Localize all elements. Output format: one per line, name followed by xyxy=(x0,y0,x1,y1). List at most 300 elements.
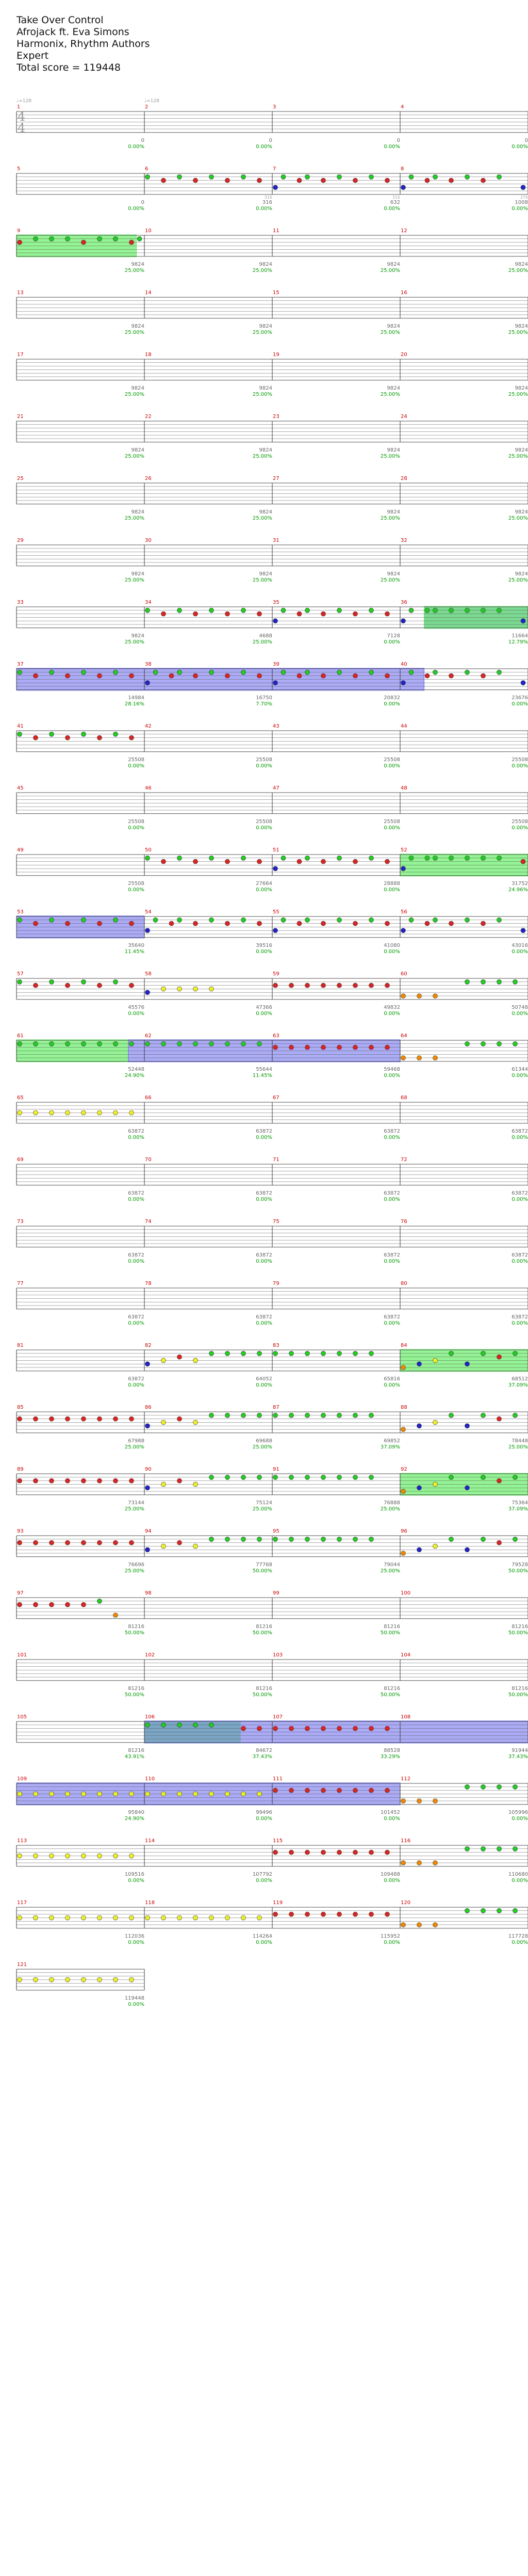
blue-note xyxy=(145,1548,150,1552)
bar-number: 64 xyxy=(401,1033,407,1039)
red-note xyxy=(50,1602,54,1607)
bar-score: 76888 xyxy=(384,1500,400,1506)
red-note xyxy=(385,1045,390,1050)
bar-number: 8 xyxy=(401,166,404,172)
green-note xyxy=(97,236,102,241)
bar-number: 54 xyxy=(145,909,152,915)
blue-note xyxy=(465,1486,470,1490)
bar-number: 37 xyxy=(17,662,24,667)
bar-percent: 25.00% xyxy=(508,453,528,459)
green-note xyxy=(241,608,246,613)
bar-percent: 25.00% xyxy=(252,1444,272,1450)
green-note xyxy=(465,174,470,179)
bar-score: 0 xyxy=(269,137,272,143)
bar-percent: 0.00% xyxy=(384,639,400,645)
red-note xyxy=(481,178,486,183)
bar-number: 11 xyxy=(273,228,279,234)
red-note xyxy=(50,1416,54,1421)
bar-score: 632 xyxy=(390,199,400,205)
bar-score: 63872 xyxy=(512,1190,528,1196)
green-note xyxy=(369,174,374,179)
blue-note xyxy=(465,1548,470,1552)
bar-score: 63872 xyxy=(512,1314,528,1320)
yellow-note xyxy=(18,1977,22,1982)
bar-percent: 0.00% xyxy=(256,1258,272,1264)
bar-score: 59468 xyxy=(384,1066,400,1072)
green-note xyxy=(289,1351,294,1356)
bar-percent: 50.00% xyxy=(380,1630,400,1636)
difficulty-label: Expert xyxy=(16,50,49,61)
song-artist: Afrojack ft. Eva Simons xyxy=(16,26,129,38)
bar-score: 9824 xyxy=(387,385,400,391)
red-note xyxy=(369,1788,374,1793)
green-note xyxy=(209,917,214,922)
green-note xyxy=(481,1351,486,1356)
bar-percent: 25.00% xyxy=(124,453,144,459)
bar-number: 20 xyxy=(401,352,407,358)
bar-number: 79 xyxy=(273,1281,279,1286)
red-note xyxy=(97,673,102,678)
red-note xyxy=(273,1045,278,1050)
bar-percent: 50.00% xyxy=(508,1630,528,1636)
green-note xyxy=(465,1846,470,1851)
bar-number: 35 xyxy=(273,600,279,605)
orange-note xyxy=(417,1056,422,1060)
green-note xyxy=(369,670,374,674)
bar-number: 98 xyxy=(145,1590,152,1596)
orange-note xyxy=(401,1799,406,1804)
bar-percent: 0.00% xyxy=(128,1258,144,1264)
yellow-note xyxy=(225,1792,230,1796)
green-note xyxy=(497,856,502,860)
red-note xyxy=(385,1726,390,1731)
bar-score: 9824 xyxy=(387,447,400,453)
red-note xyxy=(129,240,134,245)
red-note xyxy=(449,178,454,183)
bar-percent: 33.29% xyxy=(380,1753,400,1760)
red-note xyxy=(289,1788,294,1793)
green-note xyxy=(409,917,414,922)
yellow-note xyxy=(50,1854,54,1858)
green-note xyxy=(481,856,486,860)
red-note xyxy=(521,859,525,864)
green-note xyxy=(177,1722,182,1727)
bar-percent: 25.00% xyxy=(380,453,400,459)
bar-number: 100 xyxy=(401,1590,411,1596)
bar-percent: 0.00% xyxy=(256,948,272,955)
orange-note xyxy=(401,1923,406,1927)
green-note xyxy=(177,917,182,922)
red-note xyxy=(113,1478,118,1483)
green-note xyxy=(113,979,118,984)
bar-percent: 0.00% xyxy=(384,825,400,831)
bar-number: 88 xyxy=(401,1405,407,1410)
green-note xyxy=(481,979,486,984)
bar-score: 75364 xyxy=(512,1500,528,1506)
blue-note xyxy=(273,185,278,190)
bar-number: 72 xyxy=(401,1157,407,1163)
bar-percent: 0.00% xyxy=(128,825,144,831)
bar-percent: 0.00% xyxy=(256,205,272,212)
red-note xyxy=(18,1478,22,1483)
green-note xyxy=(513,1784,518,1789)
green-note xyxy=(193,1041,198,1046)
bar-number: 63 xyxy=(273,1033,279,1039)
bar-percent: 50.00% xyxy=(252,1568,272,1574)
bar-percent: 25.00% xyxy=(508,391,528,397)
bar-number: 85 xyxy=(17,1405,24,1410)
yellow-note xyxy=(18,1110,22,1115)
blue-note xyxy=(273,681,278,685)
green-note xyxy=(409,670,414,674)
bar-number: 17 xyxy=(17,352,24,358)
green-note xyxy=(369,1537,374,1541)
red-note xyxy=(353,983,358,988)
red-note xyxy=(289,1045,294,1050)
yellow-note xyxy=(34,1792,38,1796)
red-note xyxy=(34,735,38,740)
bar-score: 63872 xyxy=(256,1252,272,1258)
bar-number: 43 xyxy=(273,723,279,729)
bar-percent: 25.00% xyxy=(252,391,272,397)
bar-percent: 50.00% xyxy=(124,1630,144,1636)
bar-score: 63872 xyxy=(512,1128,528,1134)
bar-number: 107 xyxy=(273,1714,283,1720)
red-note xyxy=(34,1416,38,1421)
red-note xyxy=(65,983,70,988)
bar-score: 65816 xyxy=(384,1376,400,1382)
blue-note xyxy=(465,1362,470,1366)
green-note xyxy=(113,236,118,241)
bar-number: 62 xyxy=(145,1033,152,1039)
green-note xyxy=(409,174,414,179)
yellow-note xyxy=(18,1792,22,1796)
bar-score: 20832 xyxy=(384,695,400,701)
bar-number: 49 xyxy=(17,847,24,853)
bar-percent: 25.00% xyxy=(380,515,400,521)
red-note xyxy=(481,921,486,926)
bar-number: 12 xyxy=(401,228,407,234)
bar-percent: 0.00% xyxy=(512,1815,528,1822)
bar-percent: 0.00% xyxy=(384,205,400,212)
bar-score: 0 xyxy=(141,199,144,205)
yellow-note xyxy=(257,1792,262,1796)
green-note xyxy=(209,1041,214,1046)
bar-percent: 37.43% xyxy=(252,1753,272,1760)
green-note xyxy=(257,1475,262,1479)
bar-percent: 50.00% xyxy=(508,1692,528,1698)
yellow-note xyxy=(257,1915,262,1920)
bar-number: 99 xyxy=(273,1590,279,1596)
bar-number: 10 xyxy=(145,228,152,234)
bar-number: 41 xyxy=(17,723,24,729)
red-note xyxy=(385,983,390,988)
red-note xyxy=(297,859,302,864)
bar-score: 9824 xyxy=(387,323,400,329)
yellow-note xyxy=(50,1792,54,1796)
red-note xyxy=(161,178,166,183)
yellow-note xyxy=(225,1915,230,1920)
red-note xyxy=(161,611,166,616)
red-note xyxy=(273,1850,278,1855)
bar-percent: 25.00% xyxy=(508,1444,528,1450)
bar-score: 11664 xyxy=(512,633,528,639)
bar-percent: 50.00% xyxy=(380,1692,400,1698)
bar-number: 14 xyxy=(145,290,152,296)
bar-score: 52448 xyxy=(128,1066,144,1072)
bar-number: 76 xyxy=(401,1219,407,1225)
bar-percent: 25.00% xyxy=(252,639,272,645)
bar-number: 111 xyxy=(273,1776,283,1782)
bar-percent: 0.00% xyxy=(384,1258,400,1264)
green-note xyxy=(209,856,214,860)
green-note xyxy=(65,1041,70,1046)
bar-score: 25508 xyxy=(256,756,272,763)
bar-percent: 0.00% xyxy=(512,205,528,212)
bar-score: 79528 xyxy=(512,1561,528,1568)
yellow-note xyxy=(81,1915,86,1920)
bar-score: 63872 xyxy=(384,1252,400,1258)
green-note xyxy=(241,917,246,922)
yellow-note xyxy=(97,1977,102,1982)
yellow-note xyxy=(81,1792,86,1796)
bar-score: 109488 xyxy=(380,1871,400,1877)
bar-number: 112 xyxy=(401,1776,411,1782)
bar-percent: 25.00% xyxy=(124,267,144,273)
bar-score: 68512 xyxy=(512,1376,528,1382)
red-note xyxy=(225,859,230,864)
green-note xyxy=(289,1413,294,1418)
bar-score: 16750 xyxy=(256,695,272,701)
red-note xyxy=(425,673,430,678)
bar-score: 9824 xyxy=(131,571,144,577)
bar-number: 70 xyxy=(145,1157,152,1163)
bar-score: 114264 xyxy=(252,1933,272,1939)
green-note xyxy=(465,979,470,984)
bar-score: 81216 xyxy=(128,1623,144,1630)
bar-number: 36 xyxy=(401,600,407,605)
yellow-note xyxy=(241,1915,246,1920)
bar-number: 84 xyxy=(401,1343,407,1348)
red-note xyxy=(321,859,326,864)
bar-percent: 0.00% xyxy=(256,1877,272,1883)
bar-score: 77768 xyxy=(256,1561,272,1568)
bar-score: 4688 xyxy=(259,633,272,639)
red-note xyxy=(385,673,390,678)
red-note xyxy=(369,1045,374,1050)
green-note xyxy=(273,1537,278,1541)
green-note xyxy=(353,1351,358,1356)
bar-number: 50 xyxy=(145,847,152,853)
green-note xyxy=(353,1475,358,1479)
yellow-note xyxy=(81,1110,86,1115)
red-note xyxy=(321,1912,326,1917)
red-note xyxy=(305,1912,310,1917)
bar-percent: 0.00% xyxy=(128,1196,144,1202)
yellow-note xyxy=(177,1915,182,1920)
bar-number: 105 xyxy=(17,1714,27,1720)
yellow-note xyxy=(177,1792,182,1796)
red-note xyxy=(497,1540,502,1545)
bar-number: 71 xyxy=(273,1157,279,1163)
green-note xyxy=(225,1475,230,1479)
blue-note xyxy=(521,681,525,685)
bar-percent: 25.00% xyxy=(124,515,144,521)
bar-number: 89 xyxy=(17,1467,24,1472)
bar-number: 109 xyxy=(17,1776,27,1782)
blue-note xyxy=(417,1548,422,1552)
red-note xyxy=(385,1788,390,1793)
green-note xyxy=(289,1475,294,1479)
bar-number: 19 xyxy=(273,352,279,358)
bar-score: 84672 xyxy=(256,1747,272,1753)
red-note xyxy=(169,921,174,926)
bar-percent: 0.00% xyxy=(128,887,144,893)
bar-number: 86 xyxy=(145,1405,152,1410)
green-note xyxy=(481,608,486,613)
blue-note xyxy=(401,619,406,623)
bar-percent: 0.00% xyxy=(256,1010,272,1017)
bar-percent: 0.00% xyxy=(384,1072,400,1078)
bar-number: 120 xyxy=(401,1900,411,1906)
red-note xyxy=(34,673,38,678)
bar-score: 25508 xyxy=(512,818,528,825)
green-note xyxy=(18,917,22,922)
green-note xyxy=(281,608,286,613)
green-note xyxy=(289,1537,294,1541)
red-note xyxy=(81,1478,86,1483)
bar-number: 61 xyxy=(17,1033,24,1039)
bar-number: 26 xyxy=(145,476,152,481)
bar-number: 87 xyxy=(273,1405,279,1410)
green-note xyxy=(161,1041,166,1046)
bar-percent: 0.00% xyxy=(384,887,400,893)
bar-score: 0 xyxy=(524,137,528,143)
bar-number: 83 xyxy=(273,1343,279,1348)
bar-number: 116 xyxy=(401,1838,411,1844)
green-note xyxy=(369,1475,374,1479)
bar-score: 9824 xyxy=(259,509,272,515)
green-note xyxy=(513,1846,518,1851)
bar-number: 80 xyxy=(401,1281,407,1286)
bar-percent: 25.00% xyxy=(124,639,144,645)
red-note xyxy=(321,673,326,678)
red-note xyxy=(497,1416,502,1421)
bar-subscore: 376 xyxy=(520,195,528,200)
yellow-note xyxy=(193,1915,198,1920)
bar-number: 90 xyxy=(145,1467,152,1472)
green-note xyxy=(145,1041,150,1046)
orange-note xyxy=(113,1613,118,1618)
red-note xyxy=(193,921,198,926)
green-note xyxy=(241,1351,246,1356)
yellow-note xyxy=(433,1544,438,1549)
orange-note xyxy=(401,1365,406,1370)
yellow-note xyxy=(433,1420,438,1425)
green-note xyxy=(50,917,54,922)
green-note xyxy=(153,917,158,922)
yellow-note xyxy=(97,1110,102,1115)
bar-number: 51 xyxy=(273,847,279,853)
bar-score: 25508 xyxy=(512,756,528,763)
blue-note xyxy=(401,185,406,190)
bar-score: 109516 xyxy=(124,1871,144,1877)
green-note xyxy=(465,1041,470,1046)
green-note xyxy=(305,1413,310,1418)
red-note xyxy=(225,178,230,183)
blue-note xyxy=(273,928,278,933)
bar-percent: 0.00% xyxy=(256,763,272,769)
bar-percent: 0.00% xyxy=(256,1320,272,1326)
bar-percent: 25.00% xyxy=(252,329,272,335)
yellow-note xyxy=(65,1110,70,1115)
red-note xyxy=(337,983,342,988)
bar-number: 29 xyxy=(17,538,24,543)
red-note xyxy=(18,240,22,245)
bar-percent: 0.00% xyxy=(512,825,528,831)
bar-score: 9824 xyxy=(131,323,144,329)
bar-score: 9824 xyxy=(515,447,528,453)
bar-percent: 25.00% xyxy=(124,1568,144,1574)
bar-score: 31752 xyxy=(512,880,528,887)
blue-note xyxy=(273,866,278,871)
green-note xyxy=(305,174,310,179)
bar-percent: 0.00% xyxy=(384,1134,400,1140)
bar-percent: 0.00% xyxy=(512,763,528,769)
bar-score: 69852 xyxy=(384,1438,400,1444)
yellow-note xyxy=(161,1482,166,1487)
bar-percent: 0.00% xyxy=(512,948,528,955)
bar-number: 59 xyxy=(273,971,279,977)
green-note xyxy=(34,1041,38,1046)
bar-score: 63872 xyxy=(256,1190,272,1196)
bar-number: 40 xyxy=(401,662,407,667)
bar-number: 66 xyxy=(145,1095,152,1101)
red-note xyxy=(385,859,390,864)
bar-percent: 0.00% xyxy=(512,1877,528,1883)
bar-percent: 25.00% xyxy=(508,267,528,273)
bar-percent: 0.00% xyxy=(384,1815,400,1822)
bar-number: 60 xyxy=(401,971,407,977)
green-note xyxy=(321,1351,326,1356)
bar-score: 101452 xyxy=(380,1809,400,1815)
bar-number: 13 xyxy=(17,290,24,296)
green-note xyxy=(113,670,118,674)
red-note xyxy=(177,1478,182,1483)
bar-score: 28888 xyxy=(384,880,400,887)
bar-percent: 50.00% xyxy=(124,1692,144,1698)
green-note xyxy=(481,1908,486,1913)
bar-number: 104 xyxy=(401,1652,411,1658)
green-note xyxy=(241,856,246,860)
bar-score: 9824 xyxy=(259,571,272,577)
bar-percent: 0.00% xyxy=(256,1815,272,1822)
red-note xyxy=(297,178,302,183)
red-note xyxy=(353,1912,358,1917)
red-note xyxy=(161,859,166,864)
yellow-note xyxy=(193,1358,198,1363)
green-note xyxy=(18,670,22,674)
orange-note xyxy=(401,1056,406,1060)
yellow-note xyxy=(129,1110,134,1115)
red-note xyxy=(97,1478,102,1483)
red-note xyxy=(289,1912,294,1917)
green-note xyxy=(433,856,438,860)
green-note xyxy=(18,1041,22,1046)
bar-score: 47366 xyxy=(256,1004,272,1010)
orange-note xyxy=(401,1427,406,1432)
bar-score: 41080 xyxy=(384,942,400,948)
